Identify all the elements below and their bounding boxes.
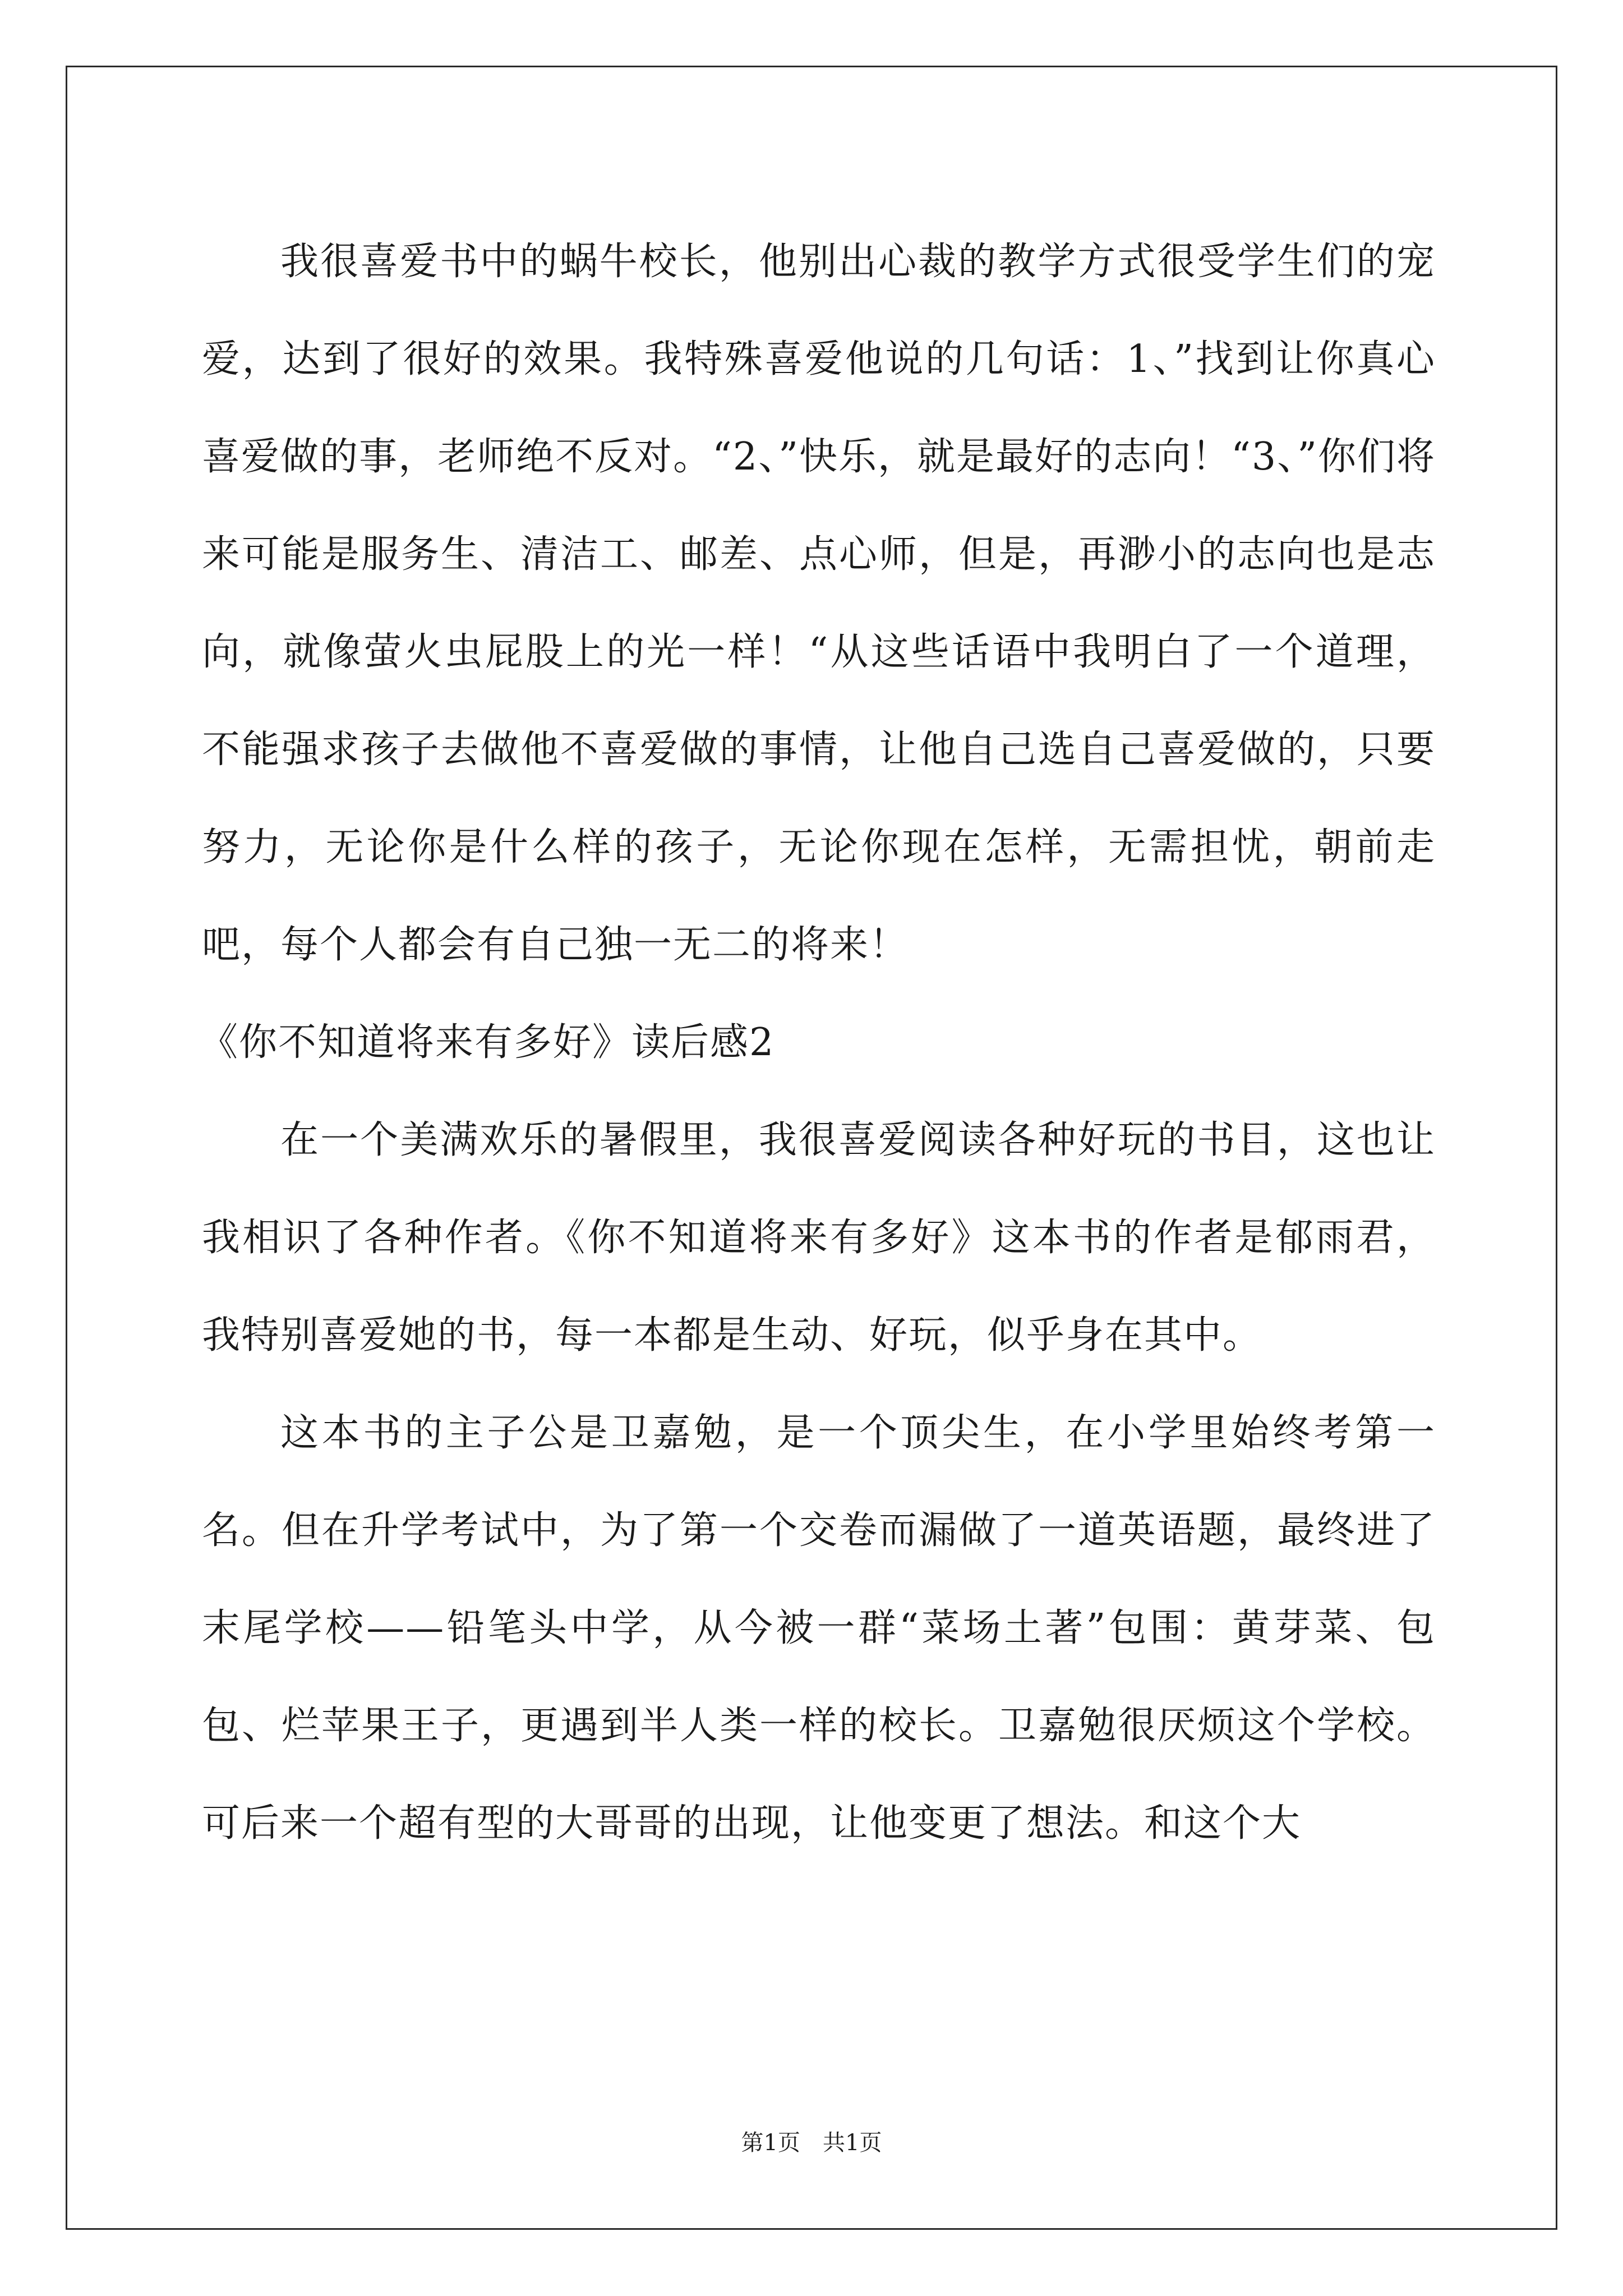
section-heading: 《你不知道将来有多好》读后感2	[200, 1020, 775, 1065]
page-footer	[0, 2125, 1623, 2157]
document-body	[202, 213, 1436, 1872]
paragraph-1: 我很喜爱书中的蜗牛校长，他别出心裁的教学方式很受学生们的宠爱，达到了很好的效果。我特殊喜爱他说的几句话：1、”找到让你真心喜爱做的事，老师绝不反对。“2、”快乐，就是最好的志向！“3、”你们将来可能是服务生、清洁工、邮差、点心师，但是，再渺小的志向也是志向，就像萤火虫屁股上的光一样！“从这些话语中我明白了一个道理，不能强求孩子去做他不喜爱做的事情，让他自己选自己喜爱做的，只要努力，无论你是什么样的孩子，无论你现在怎样，无需担忧，朝前走吧，每个人都会有自己独一无二的将来！	[202, 240, 1436, 967]
page-number: 第1页	[741, 2130, 800, 2156]
page-total: 共1页	[823, 2130, 882, 2156]
paragraph-3: 这本书的主子公是卫嘉勉，是一个顶尖生，在小学里始终考第一名。但在升学考试中，为了第一个交卷而漏做了一道英语题，最终进了末尾学校——铅笔头中学，从今被一群“菜场土著”包围：黄芽菜、包包、烂苹果王子，更遇到半人类一样的校长。卫嘉勉很厌烦这个学校。可后来一个超有型的大哥哥的出现，让他变更了想法。和这个大	[202, 1411, 1436, 1846]
paragraph-2: 在一个美满欢乐的暑假里，我很喜爱阅读各种好玩的书目，这也让我相识了各种作者。《你不知道将来有多好》这本书的作者是郁雨君，我特别喜爱她的书，每一本都是生动、好玩，似乎身在其中。	[202, 1118, 1436, 1358]
